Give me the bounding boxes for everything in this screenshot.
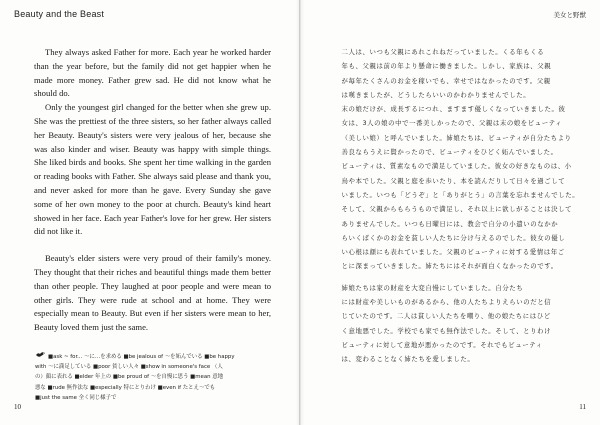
page-number-right: 11 [579, 403, 586, 411]
japanese-paragraph-3: 姉娘たちは家の財産を大変自慢にしていました。自分たち には財産や美しいものがあるから、他の人たちよりえらいのだと信 じていたのです。二人は貧しい人たちを嘲り、他の娘たちにはひど く意地悪でした。学校でも家でも無作法でした。そして、とりわけ ビューティに対して意地が悪かったのです。それでもビューティ は、変わることなく姉たちを愛しました。 [341, 283, 552, 364]
page-number-left: 10 [14, 403, 21, 411]
english-text [34, 46, 271, 335]
glossary-line-4: 悪な ■rude 無作法な ■especially 特にとりわけ ■even if たとえ～でも [35, 384, 216, 391]
english-paragraph-2: Only the youngest girl changed for the better when she grew up. She was the prettiest of the three sisters, so her father always called her Beauty. Beauty's sisters were very jealous of her, because she was also kinder and wiser. Beauty was happy with simple things. She liked birds and books. She spent her time walking in the garden or reading books with Father. She always said please and thank you, and never asked for more than he gave. Every Sunday she gave some of her own money to the poor at church. Beauty's kind heart showed in her face. Each year Father's love for her grew. Her sisters did not like it. [34, 102, 271, 237]
glossary-line-3: の）顔に表れる ■elder 年上の ■be proud of ～を自慢に思う ■mean 意地 [35, 374, 224, 381]
english-paragraph-1: They always asked Father for more. Each year he worked harder than the year before, but the family did not get happier when he made more money. Father grew sad. He did not know what he should do. [34, 47, 271, 99]
glossary-line-1: ■ask ~ for... ～に…を求める ■be jealous of ～を妬んでいる ■be happy [35, 351, 275, 362]
japanese-paragraph-1: 二人は、いつも父親にあれこれねだっていました。くる年もくる 年も、父親は前の年より懸命に働きました。しかし、家族は、父親 が毎年たくさんのお金を稼いでも、幸せではなかったのです。父親 は嘆きましたが、どうしたらいいのかわかりませんでした。 [341, 48, 552, 99]
japanese-text [335, 45, 580, 367]
running-head-right: 美女と野獣 [553, 11, 586, 19]
glossary-line-2: with ～に満足している ■poor 貧しい人々 ■show in someone's face （人 [35, 364, 223, 371]
japanese-paragraph-2: 末の娘だけが、成長するにつれ、ますます優しくなっていきました。彼 女は、3人の娘の中で一番美しかったので、父親は末の娘をビューティ （美しい娘）と呼んでいました。姉娘たちは、ビューティが自分たちより 善良ならうえに賢かったので、ビューティをひどく妬んでいました。 ビューティは、質素なもので満足していました。彼女の好きなものは、小 鳥や本でした。父親と庭を歩いたり、本を読んだりして日々を過ごして いました。いつも「どうぞ」と「ありがとう」の言葉を忘れませんでした。 そして、父親からもらうもので満足し、それ以上に欲しがることは決して ありませんでした。いつも日曜日には、教会で自分の小遣いのなかか らいくばくかのお金を貧しい人たちに分け与えるのでした。彼女の優し い心根は顔にも表れていました。父親のビューティに対する愛情は年ご とに深まっていきました。姉たちにはそれが面白くなかったのです。 [341, 105, 580, 271]
english-paragraph-3: Beauty's elder sisters were very proud of their family's money. They thought that their riches and beautiful things made them better than other people. They laughed at poor people and were mean to other girls. They were rude at school and at home. They were especially mean to Beauty. But even if her sisters were mean to her, Beauty loved them just the same. [34, 253, 271, 333]
glossary [35, 351, 275, 403]
running-head-left: Beauty and the Beast [14, 9, 105, 19]
glossary-bird-icon [35, 351, 46, 359]
glossary-line-5: ■just the same 全く同じ様子で [35, 394, 117, 401]
